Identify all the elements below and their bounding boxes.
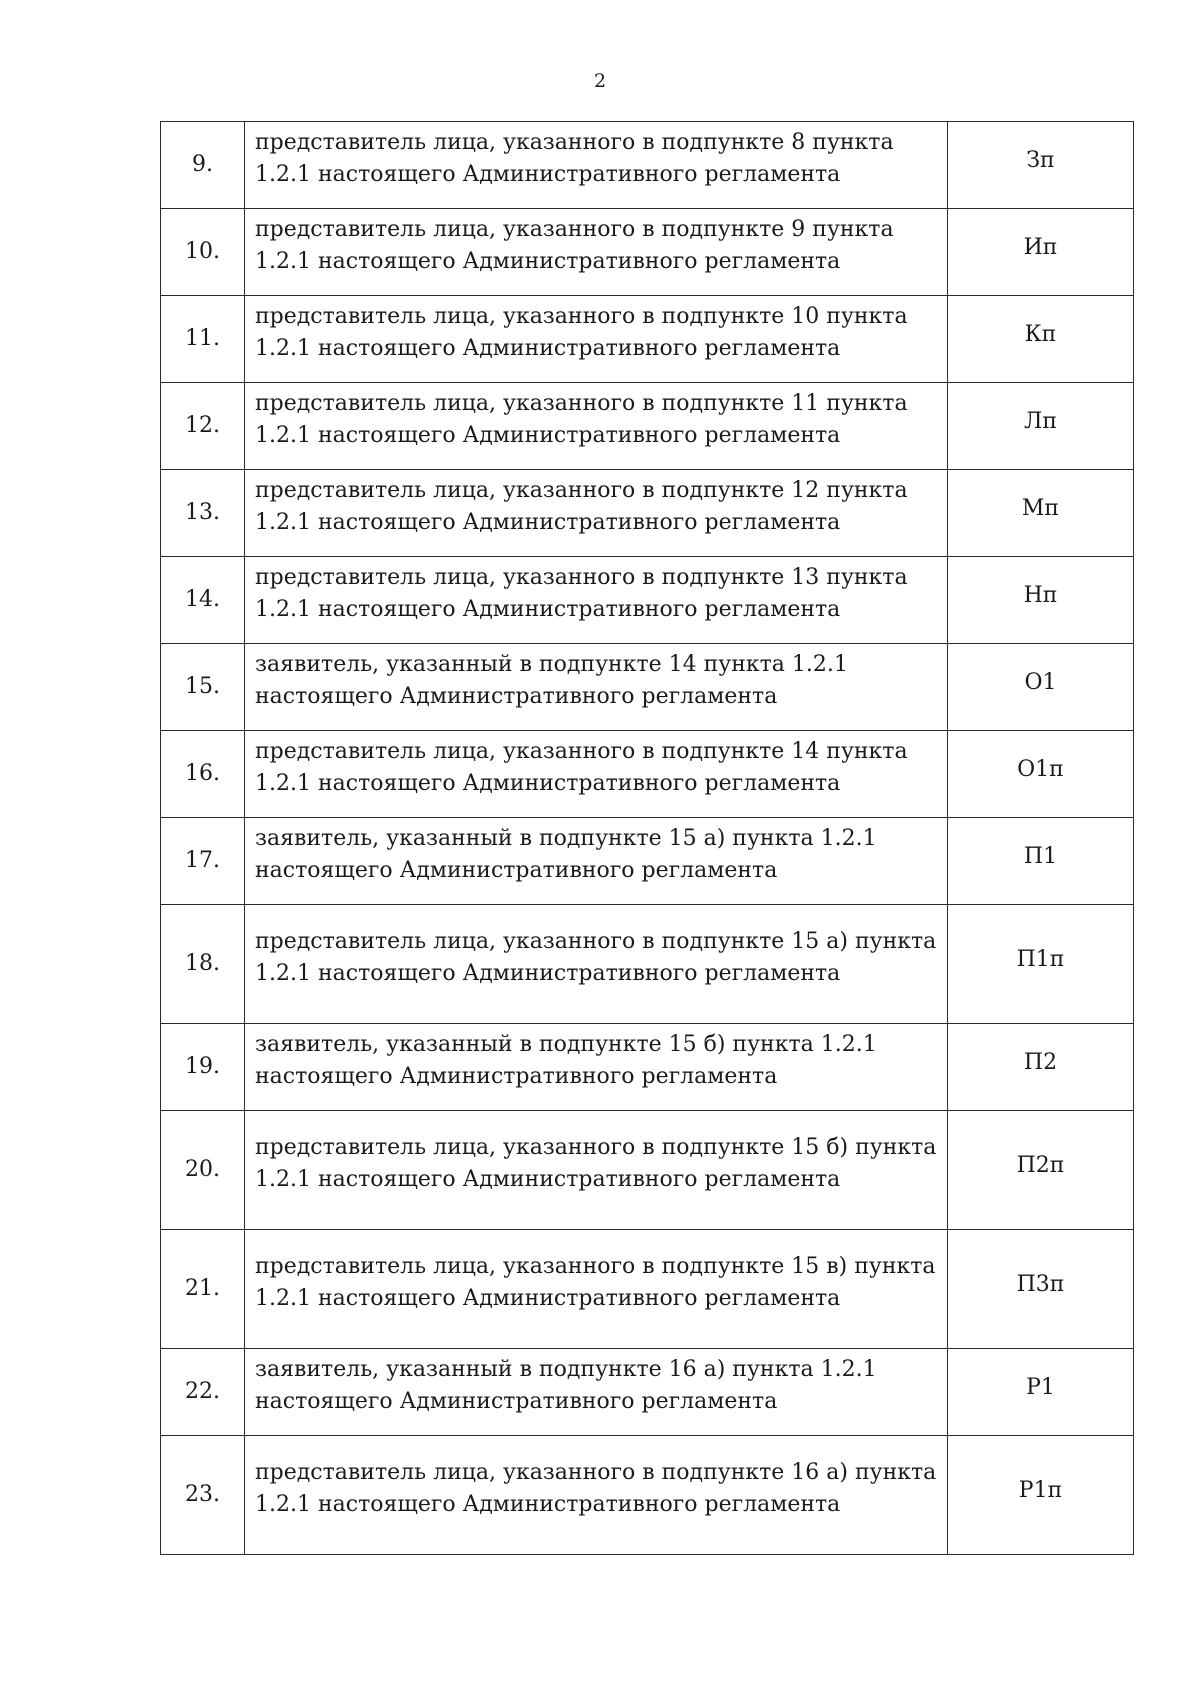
row-description: представитель лица, указанного в подпункте 11 пункта 1.2.1 настоящего Административного регламента: [245, 383, 948, 470]
row-number: 21.: [161, 1230, 245, 1349]
row-code: П2: [948, 1024, 1134, 1111]
table-row: [161, 1024, 1134, 1111]
row-code: П3п: [948, 1230, 1134, 1349]
row-code: Ип: [948, 209, 1134, 296]
row-description: представитель лица, указанного в подпункте 16 а) пункта 1.2.1 настоящего Административного регламента: [245, 1436, 948, 1555]
row-description: представитель лица, указанного в подпункте 12 пункта 1.2.1 настоящего Административного регламента: [245, 470, 948, 557]
table-row: [161, 1230, 1134, 1349]
table-row: [161, 644, 1134, 731]
row-description: представитель лица, указанного в подпункте 13 пункта 1.2.1 настоящего Административного регламента: [245, 557, 948, 644]
row-number: 10.: [161, 209, 245, 296]
table-row: [161, 557, 1134, 644]
row-description: заявитель, указанный в подпункте 16 а) пункта 1.2.1 настоящего Административного регламента: [245, 1349, 948, 1436]
row-description: представитель лица, указанного в подпункте 10 пункта 1.2.1 настоящего Административного регламента: [245, 296, 948, 383]
table-row: [161, 1111, 1134, 1230]
table-row: [161, 122, 1134, 209]
row-description: заявитель, указанный в подпункте 14 пункта 1.2.1 настоящего Административного регламента: [245, 644, 948, 731]
row-code: П1п: [948, 905, 1134, 1024]
row-number: 22.: [161, 1349, 245, 1436]
row-number: 12.: [161, 383, 245, 470]
row-number: 20.: [161, 1111, 245, 1230]
applicant-codes-table: [160, 121, 1134, 1555]
row-description: представитель лица, указанного в подпункте 9 пункта 1.2.1 настоящего Административного регламента: [245, 209, 948, 296]
row-code: Мп: [948, 470, 1134, 557]
row-description: представитель лица, указанного в подпункте 15 в) пункта 1.2.1 настоящего Административного регламента: [245, 1230, 948, 1349]
row-number: 23.: [161, 1436, 245, 1555]
table-row: [161, 905, 1134, 1024]
table-row: [161, 470, 1134, 557]
row-code: Нп: [948, 557, 1134, 644]
table-row: [161, 1436, 1134, 1555]
row-description: представитель лица, указанного в подпункте 15 б) пункта 1.2.1 настоящего Административного регламента: [245, 1111, 948, 1230]
row-number: 17.: [161, 818, 245, 905]
row-number: 16.: [161, 731, 245, 818]
row-number: 13.: [161, 470, 245, 557]
row-code: Р1п: [948, 1436, 1134, 1555]
row-number: 19.: [161, 1024, 245, 1111]
row-number: 9.: [161, 122, 245, 209]
row-number: 18.: [161, 905, 245, 1024]
table-row: [161, 209, 1134, 296]
table-row: [161, 1349, 1134, 1436]
row-code: Лп: [948, 383, 1134, 470]
page-number: 2: [593, 70, 607, 92]
row-code: Зп: [948, 122, 1134, 209]
table-row: [161, 731, 1134, 818]
row-code: Кп: [948, 296, 1134, 383]
table-row: [161, 383, 1134, 470]
row-description: представитель лица, указанного в подпункте 15 а) пункта 1.2.1 настоящего Административного регламента: [245, 905, 948, 1024]
row-number: 14.: [161, 557, 245, 644]
row-description: заявитель, указанный в подпункте 15 б) пункта 1.2.1 настоящего Административного регламента: [245, 1024, 948, 1111]
row-description: заявитель, указанный в подпункте 15 а) пункта 1.2.1 настоящего Административного регламента: [245, 818, 948, 905]
row-number: 11.: [161, 296, 245, 383]
row-description: представитель лица, указанного в подпункте 14 пункта 1.2.1 настоящего Административного регламента: [245, 731, 948, 818]
row-code: О1: [948, 644, 1134, 731]
table-row: [161, 818, 1134, 905]
row-code: П2п: [948, 1111, 1134, 1230]
table-row: [161, 296, 1134, 383]
row-description: представитель лица, указанного в подпункте 8 пункта 1.2.1 настоящего Административного регламента: [245, 122, 948, 209]
row-code: О1п: [948, 731, 1134, 818]
row-code: Р1: [948, 1349, 1134, 1436]
row-number: 15.: [161, 644, 245, 731]
row-code: П1: [948, 818, 1134, 905]
